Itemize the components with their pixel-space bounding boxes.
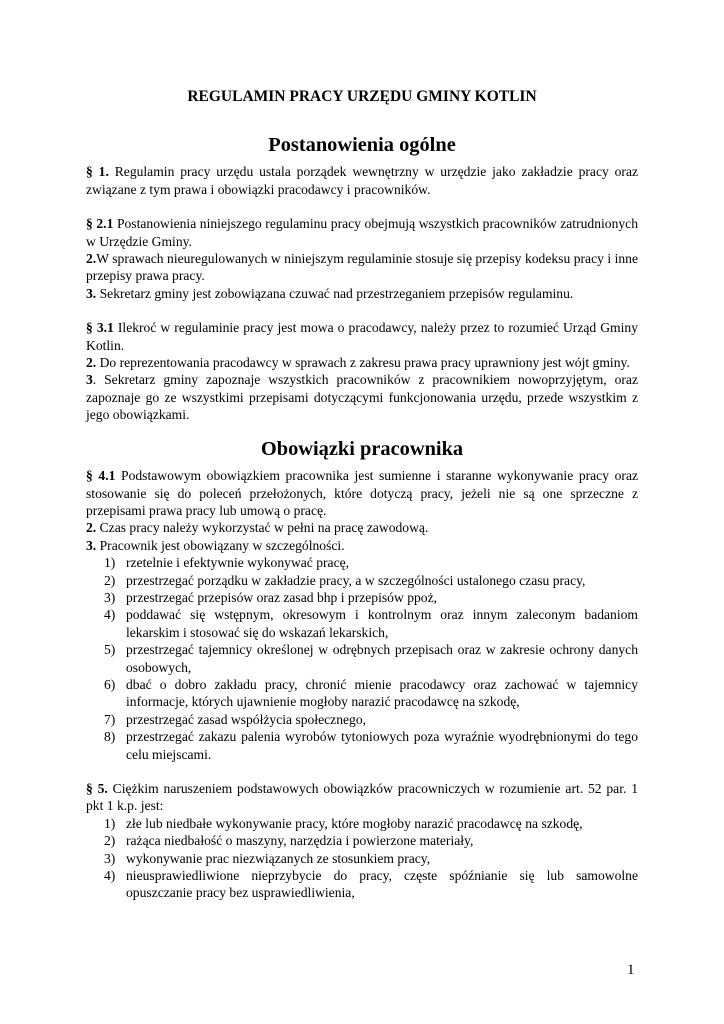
list-item [86, 815, 638, 832]
list-item-text: przestrzegać zakazu palenia wyrobów tytoniowych poza wyraźnie wyodrębnionymi do tego celu miejscami. [126, 729, 638, 762]
paragraph-5 [86, 780, 638, 815]
paragraph-4-3 [86, 537, 638, 554]
list-item-text: rzetelnie i efektywnie wykonywać pracę, [126, 555, 350, 571]
paragraph-text: Podstawowym obowiązkiem pracownika jest sumienne i staranne wykonywanie pracy oraz stosowanie się do poleceń przełożonych, które dotyczą pracy, jeżeli nie są one sprzeczne z przepisami prawa pracy lub umową o pracę. [86, 468, 639, 518]
list-item [86, 850, 638, 867]
paragraph-text: Czas pracy należy wykorzystać w pełni na pracę zawodową. [96, 520, 429, 536]
paragraph-2-2 [86, 250, 638, 285]
paragraph-text: Pracownik jest obowiązany w szczególności. [96, 537, 345, 553]
list-item-number: 7) [104, 711, 116, 727]
paragraph-text: Do reprezentowania pracodawcy w sprawach z zakresu prawa pracy uprawniony jest wójt gminy. [96, 355, 630, 371]
paragraph-4-2 [86, 519, 638, 536]
document-body [86, 87, 638, 902]
paragraph-number: 3 [86, 372, 93, 388]
list-item-number: 1) [104, 555, 116, 571]
paragraph-number: § 3.1 [86, 320, 114, 336]
list-item [86, 554, 638, 571]
list-item-number: 5) [104, 642, 116, 658]
paragraph-number: § 2.1 [86, 216, 114, 232]
paragraph-3-3 [86, 371, 638, 423]
list-item [86, 641, 638, 676]
list-item [86, 589, 638, 606]
list-item-text: rażąca niedbałość o maszyny, narzędzia i powierzone materiały, [126, 833, 474, 849]
list-item-text: przestrzegać porządku w zakładzie pracy, a w szczególności ustalonego czasu pracy, [126, 572, 586, 588]
paragraph-number: 2. [86, 355, 97, 371]
list-item-number: 3) [104, 589, 116, 605]
list-item-text: dbać o dobro zakładu pracy, chronić mienie pracodawcy oraz zachować w tajemnicy informacje, których ujawnienie mogłoby narazić pracodawcę na szkodę, [126, 676, 638, 710]
list-item [86, 832, 638, 849]
paragraph-4-1 [86, 467, 638, 519]
list-item-number: 3) [104, 850, 116, 866]
document-title: REGULAMIN PRACY URZĘDU GMINY KOTLIN [187, 88, 537, 105]
list-item-text: wykonywanie prac niezwiązanych ze stosunkiem pracy, [126, 850, 431, 866]
list-item-text: przestrzegać tajemnicy określonej w odrębnych przepisach oraz w zakresie ochrony danych osobowych, [126, 642, 638, 675]
paragraph-text: Ilekroć w regulaminie pracy jest mowa o pracodawcy, należy przez to rozumieć Urząd Gminy Kotlin. [86, 320, 638, 353]
paragraph-text: W sprawach nieuregulowanych w niniejszym regulaminie stosuje się przepisy kodeksu pracy i inne przepisy prawa pracy. [86, 251, 638, 284]
paragraph-1 [86, 163, 638, 198]
list-item-number: 2) [104, 572, 116, 588]
section-heading-duties: Obowiązki pracownika [260, 437, 464, 460]
list-item [86, 606, 638, 641]
list-item-number: 8) [104, 729, 116, 745]
paragraph-number: 3. [86, 285, 97, 301]
list-item-number: 2) [104, 833, 116, 849]
list-item-text: przestrzegać przepisów oraz zasad bhp i przepisów ppoż, [126, 589, 438, 605]
paragraph-text: Postanowienia niniejszego regulaminu pracy obejmują wszystkich pracowników zatrudnionych w Urzędzie Gminy. [86, 216, 638, 249]
list-item-number: 4) [104, 607, 116, 623]
paragraph-number: § 4.1 [86, 468, 116, 484]
list-item [86, 867, 638, 902]
list-item [86, 572, 638, 589]
section-heading-general: Postanowienia ogólne [268, 134, 456, 156]
paragraph-number: § 5. [86, 781, 108, 796]
list-item [86, 711, 638, 728]
paragraph-2-3 [86, 285, 638, 302]
list-item-text: poddawać się wstępnym, okresowym i kontrolnym oraz innym zaleconym badaniom lekarskim i stosować się do wskazań lekarskich, [126, 607, 638, 640]
paragraph-3-2 [86, 354, 638, 371]
paragraph-text: Ciężkim naruszeniem podstawowych obowiązków pracowniczych w rozumienie art. 52 par. 1 pkt 1 k.p. jest: [86, 781, 639, 814]
paragraph-number: 2. [86, 520, 97, 536]
violations-list [86, 815, 638, 902]
list-item-text: przestrzegać zasad współżycia społecznego, [126, 711, 367, 727]
list-item [86, 728, 638, 763]
paragraph-text: Sekretarz gminy jest zobowiązana czuwać nad przestrzeganiem przepisów regulaminu. [96, 285, 574, 301]
list-item-number: 1) [104, 815, 116, 831]
duties-list [86, 554, 638, 763]
paragraph-text: Regulamin pracy urzędu ustala porządek wewnętrzny w urzędzie jako zakładzie pracy oraz związane z tym prawa i obowiązki pracodawcy i pracowników. [86, 164, 639, 197]
paragraph-text: . Sekretarz gminy zapoznaje wszystkich pracowników z pracownikiem nowoprzyjętym, oraz zapoznaje go ze wszystkimi przepisami dotyczącymi funkcjonowania urzędu, przede wszystkim z jego obowiązkami. [86, 372, 638, 423]
list-item-number: 4) [104, 868, 116, 884]
paragraph-number: 3. [86, 537, 97, 553]
list-item-text: złe lub niedbałe wykonywanie pracy, które mogłoby narazić pracodawcę na szkodę, [126, 815, 583, 831]
paragraph-2-1 [86, 215, 638, 250]
list-item [86, 676, 638, 711]
paragraph-3-1 [86, 319, 638, 354]
paragraph-number: § 1. [86, 164, 109, 180]
paragraph-number: 2. [86, 251, 97, 267]
list-item-text: nieusprawiedliwione nieprzybycie do pracy, częste spóźnianie się lub samowolne opuszczanie pracy bez usprawiedliwienia, [126, 868, 638, 901]
list-item-number: 6) [104, 676, 116, 692]
page-number: 1 [627, 962, 635, 978]
